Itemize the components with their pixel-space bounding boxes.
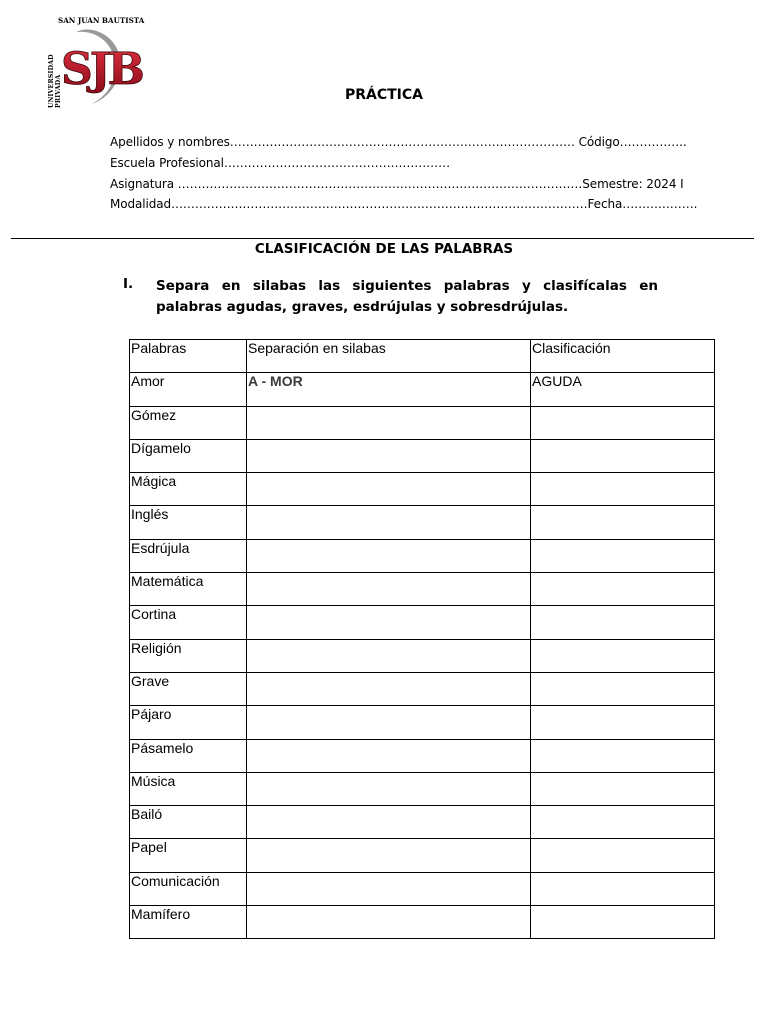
cell-word: Esdrújula: [130, 539, 247, 572]
cell-classification[interactable]: [531, 506, 715, 539]
cell-classification[interactable]: [531, 872, 715, 905]
table-row: [130, 806, 715, 839]
cell-syllables[interactable]: [247, 439, 531, 472]
word-classification-table: [129, 339, 715, 939]
cell-classification[interactable]: [531, 739, 715, 772]
table-row: [130, 872, 715, 905]
cell-word: Papel: [130, 839, 247, 872]
cell-word: Cortina: [130, 606, 247, 639]
svg-text:SJB: SJB: [61, 44, 142, 95]
cell-word: Mamífero: [130, 906, 247, 939]
cell-word: Pásamelo: [130, 739, 247, 772]
cell-classification[interactable]: [531, 772, 715, 805]
field-apellidos-codigo: Apellidos y nombres…………………………………………………………………………… Código……………..: [110, 135, 687, 149]
cell-classification[interactable]: [531, 806, 715, 839]
cell-syllables[interactable]: [247, 839, 531, 872]
field-asignatura-semestre: Asignatura …………………………………………………………………………………………Semestre: 2024 I: [110, 177, 684, 191]
cell-word: Comunicación: [130, 872, 247, 905]
table-row: [130, 672, 715, 705]
header-separacion: Separación en silabas: [247, 340, 531, 373]
cell-word: Gómez: [130, 406, 247, 439]
logo-side-text: UNIVERSIDAD PRIVADA: [48, 54, 62, 108]
cell-classification[interactable]: [531, 539, 715, 572]
cell-syllables[interactable]: [247, 706, 531, 739]
table-row: [130, 573, 715, 606]
cell-classification[interactable]: AGUDA: [531, 373, 715, 406]
table-row: [130, 706, 715, 739]
field-escuela: Escuela Profesional…………………………………………………: [110, 156, 450, 170]
table-row: [130, 772, 715, 805]
cell-word: Matemática: [130, 573, 247, 606]
cell-syllables[interactable]: [247, 573, 531, 606]
cell-classification[interactable]: [531, 406, 715, 439]
table-row: [130, 606, 715, 639]
instruction-text: Separa en silabas las siguientes palabras y clasifícalas en palabras agudas, graves, esdrújulas y sobresdrújulas.: [156, 278, 658, 315]
table-row: [130, 906, 715, 939]
cell-classification[interactable]: [531, 473, 715, 506]
table-row: [130, 839, 715, 872]
cell-word: Mágica: [130, 473, 247, 506]
header-clasificacion: Clasificación: [531, 340, 715, 373]
page-title: PRÁCTICA: [344, 87, 424, 103]
cell-word: Religión: [130, 639, 247, 672]
cell-classification[interactable]: [531, 573, 715, 606]
cell-syllables[interactable]: [247, 539, 531, 572]
cell-syllables[interactable]: [247, 506, 531, 539]
cell-classification[interactable]: [531, 606, 715, 639]
table-row: [130, 406, 715, 439]
cell-classification[interactable]: [531, 672, 715, 705]
cell-syllables[interactable]: [247, 672, 531, 705]
table-row: [130, 539, 715, 572]
university-logo: [48, 14, 145, 108]
cell-syllables[interactable]: [247, 772, 531, 805]
cell-word: Inglés: [130, 506, 247, 539]
section-title: CLASIFICACIÓN DE LAS PALABRAS: [254, 241, 514, 257]
cell-word: Dígamelo: [130, 439, 247, 472]
field-modalidad-fecha: Modalidad……………………………………………………………………………………………Fecha……………….: [110, 197, 698, 211]
table-row: [130, 639, 715, 672]
table-row: [130, 373, 715, 406]
cell-syllables[interactable]: [247, 606, 531, 639]
table-header-row: [130, 340, 715, 373]
cell-classification[interactable]: [531, 439, 715, 472]
cell-syllables[interactable]: [247, 906, 531, 939]
table-row: [130, 439, 715, 472]
cell-word: Amor: [130, 373, 247, 406]
cell-syllables[interactable]: [247, 406, 531, 439]
table-row: [130, 473, 715, 506]
cell-syllables[interactable]: [247, 473, 531, 506]
cell-syllables[interactable]: [247, 806, 531, 839]
cell-word: Música: [130, 772, 247, 805]
horizontal-divider: [11, 238, 754, 239]
table-row: [130, 739, 715, 772]
logo-top-text: SAN JUAN BAUTISTA: [58, 16, 145, 25]
cell-syllables[interactable]: [247, 639, 531, 672]
table-row: [130, 506, 715, 539]
cell-classification[interactable]: [531, 839, 715, 872]
cell-word: Bailó: [130, 806, 247, 839]
cell-word: Grave: [130, 672, 247, 705]
instruction-number: I.: [123, 276, 134, 292]
header-palabras: Palabras: [130, 340, 247, 373]
cell-word: Pájaro: [130, 706, 247, 739]
cell-syllables[interactable]: A - MOR: [247, 373, 531, 406]
cell-classification[interactable]: [531, 906, 715, 939]
cell-syllables[interactable]: [247, 739, 531, 772]
cell-classification[interactable]: [531, 706, 715, 739]
cell-classification[interactable]: [531, 639, 715, 672]
cell-syllables[interactable]: [247, 872, 531, 905]
